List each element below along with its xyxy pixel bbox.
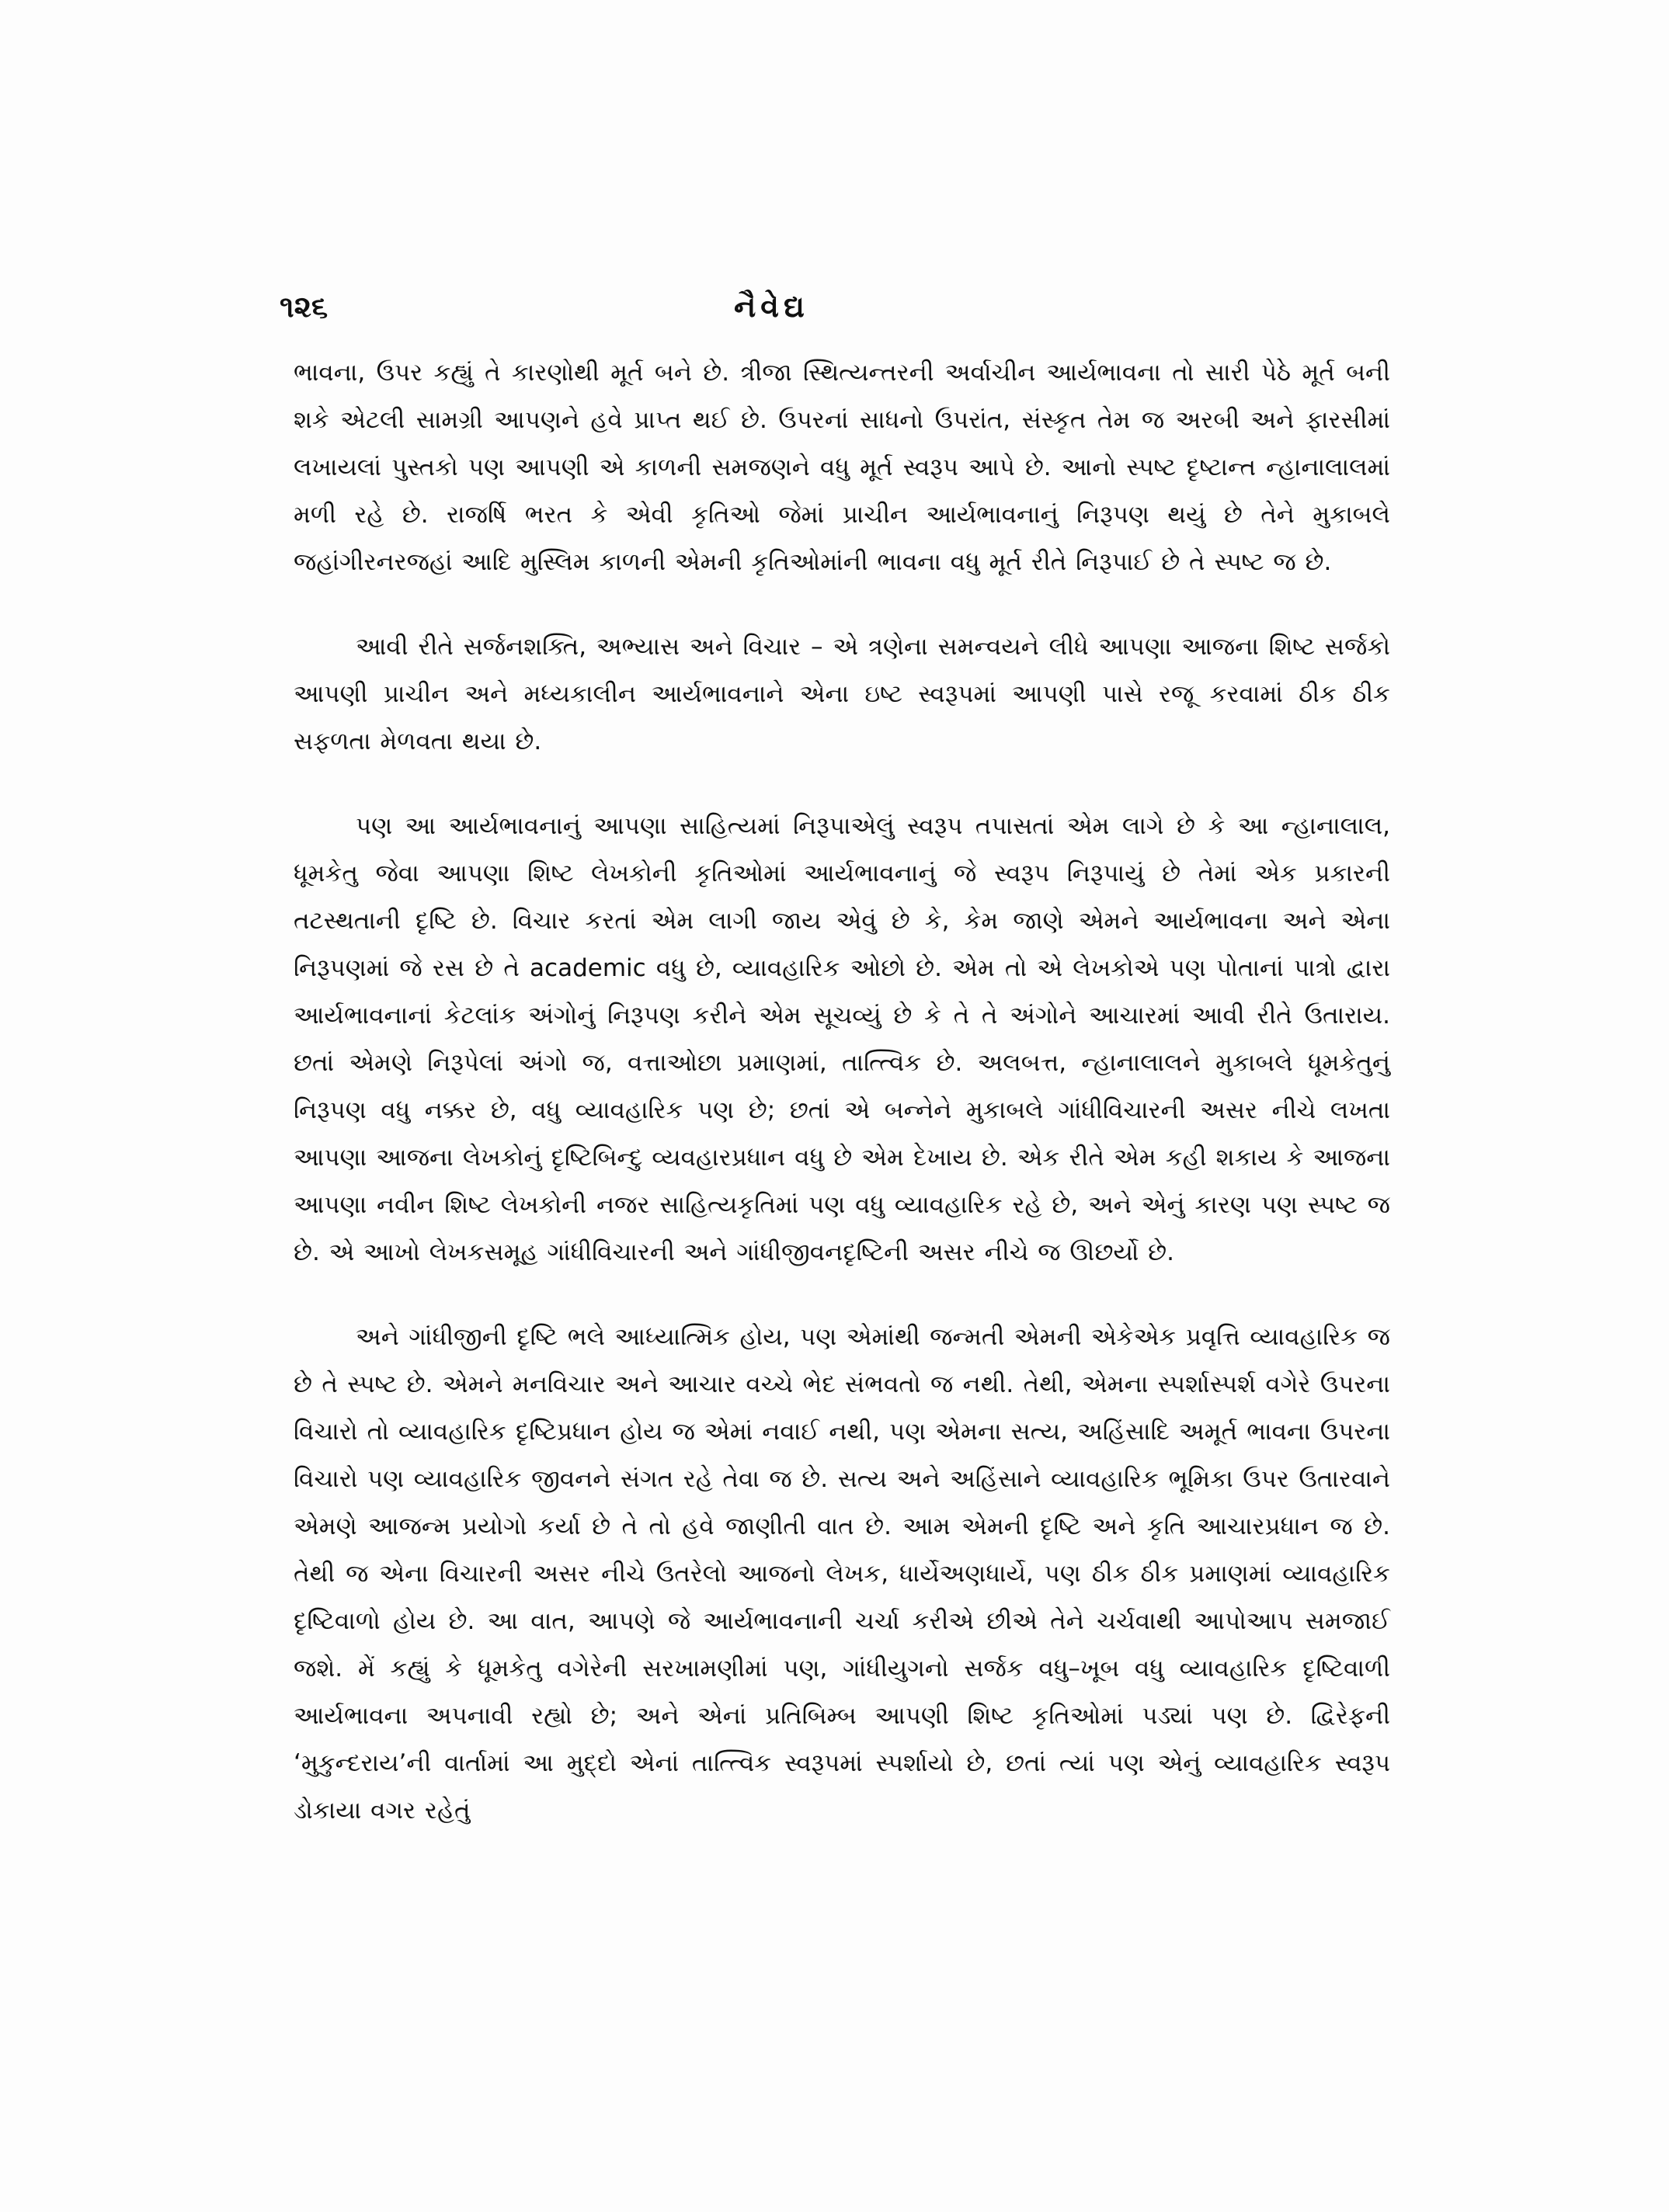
running-head [280, 283, 1382, 330]
paragraph-2: આવી રીતે સર્જનશક્તિ, અભ્યાસ અને વિચાર – એ ત્રણેના સમન્વયને લીધે આપણા આજના શિષ્ટ સર્જકો આપણી પ્રાચીન અને મધ્યકાલીન આર્યભાવનાને એના ઇષ્ટ સ્વરૂપમાં આપણી પાસે રજૂ કરવામાં ઠીક ઠીક સફળતા મેળવતા થયા છે. [294, 633, 1390, 755]
book-title: નૈવેદ્ય [734, 290, 809, 324]
paragraph-4: અને ગાંધીજીની દૃષ્ટિ ભલે આધ્યાત્મિક હોય, પણ એમાંથી જન્મતી એમની એકેએક પ્રવૃત્તિ વ્યાવહારિક જ છે તે સ્પષ્ટ છે. એમને મનવિચાર અને આચાર વચ્ચે ભેદ સંભવતો જ નથી. તેથી, એમના સ્પર્શાસ્પર્શ વગેરે ઉપરના વિચારો તો વ્યાવહારિક દૃષ્ટિપ્રધાન હોય જ એમાં નવાઈ નથી, પણ એમના સત્ય, અહિંસાદિ અમૂર્ત ભાવના ઉપરના વિચારો પણ વ્યાવહારિક જીવનને સંગત રહે તેવા જ છે. સત્ય અને અહિંસાને વ્યાવહારિક ભૂમિકા ઉપર ઉતારવાને એમણે આજન્મ પ્રયોગો કર્યા છે તે તો હવે જાણીતી વાત છે. આમ એમની દૃષ્ટિ અને કૃતિ આચારપ્રધાન જ છે. તેથી જ એના વિચારની અસર નીચે ઉતરેલો આજનો લેખક, ધાર્યેઅણધાર્યે, પણ ઠીક ઠીક પ્રમાણમાં વ્યાવહારિક દૃષ્ટિવાળો હોય છે. આ વાત, આપણે જે આર્યભાવનાની ચર્ચા કરીએ છીએ તેને ચર્ચવાથી આપોઆપ સમજાઈ જશે. મેં કહ્યું કે ધૂમકેતુ વગેરેની સરખામણીમાં પણ, ગાંધીયુગનો સર્જક વધુ–ખૂબ વધુ વ્યાવહારિક દૃષ્ટિવાળી આર્યભાવના અપનાવી રહ્યો છે; અને એનાં પ્રતિબિમ્બ આપણી શિષ્ટ કૃતિઓમાં પડ્યાં પણ છે. દ્વિરેફની ‘મુકુન્દરાય’ની વાર્તામાં આ મુદ્દો એનાં તાત્ત્વિક સ્વરૂપમાં સ્પર્શાયો છે, છતાં ત્યાં પણ એનું વ્યાવહારિક સ્વરૂપ ડોકાયા વગર રહેતું [294, 1323, 1390, 1825]
paragraph-3: પણ આ આર્યભાવનાનું આપણા સાહિત્યમાં નિરૂપાએલું સ્વરૂપ તપાસતાં એમ લાગે છે કે આ ન્હાનાલાલ, ધૂમકેતુ જેવા આપણા શિષ્ટ લેખકોની કૃતિઓમાં આર્યભાવનાનું જે સ્વરૂપ નિરૂપાયું છે તેમાં એક પ્રકારની તટસ્થતાની દૃષ્ટિ છે. વિચાર કરતાં એમ લાગી જાય એવું છે કે, કેમ જાણે એમને આર્યભાવના અને એના નિરૂપણમાં જે રસ છે તે academic વધુ છે, વ્યાવહારિક ઓછો છે. એમ તો એ લેખકોએ પણ પોતાનાં પાત્રો દ્વારા આર્યભાવનાનાં કેટલાંક અંગોનું નિરૂપણ કરીને એમ સૂચવ્યું છે કે તે તે અંગોને આચારમાં આવી રીતે ઉતારાય. છતાં એમણે નિરૂપેલાં અંગો જ, વત્તાઓછા પ્રમાણમાં, તાત્ત્વિક છે. અલબત્ત, ન્હાનાલાલને મુકાબલે ધૂમકેતુનું નિરૂપણ વધુ નક્કર છે, વધુ વ્યાવહારિક પણ છે; છતાં એ બન્નેને મુકાબલે ગાંધીવિચારની અસર નીચે લખતા આપણા આજના લેખકોનું દૃષ્ટિબિન્દુ વ્યવહારપ્રધાન વધુ છે એમ દેખાય છે. એક રીતે એમ કહી શકાય કે આજના આપણા નવીન શિષ્ટ લેખકોની નજર સાહિત્યકૃતિમાં પણ વધુ વ્યાવહારિક રહે છે, અને એનું કારણ પણ સ્પષ્ટ જ છે. એ આખો લેખકસમૂહ ગાંધીવિચારની અને ગાંધીજીવનદૃષ્ટિની અસર નીચે જ ઊછર્યો છે. [294, 812, 1390, 1266]
paragraph-1: ભાવના, ઉપર કહ્યું તે કારણોથી મૂર્ત બને છે. ત્રીજા સ્થિત્યન્તરની અર્વાચીન આર્યભાવના તો સારી પેઠે મૂર્ત બની શકે એટલી સામગ્રી આપણને હવે પ્રાપ્ત થઈ છે. ઉપરનાં સાધનો ઉપરાંત, સંસ્કૃત તેમ જ અરબી અને ફારસીમાં લખાયલાં પુસ્તકો પણ આપણી એ કાળની સમજણને વધુ મૂર્ત સ્વરૂપ આપે છે. આનો સ્પષ્ટ દૃષ્ટાન્ત ન્હાનાલાલમાં મળી રહે છે. રાજર્ષિ ભરત કે એવી કૃતિઓ જેમાં પ્રાચીન આર્યભાવનાનું નિરૂપણ થયું છે તેને મુકાબલે જહાંગીરનરજહાં આદિ મુસ્લિમ કાળની એમની કૃતિઓમાંની ભાવના વધુ મૂર્ત રીતે નિરૂપાઈ છે તે સ્પષ્ટ જ છે. [294, 359, 1390, 576]
page-number: ૧૨૬ [280, 290, 329, 324]
body-text [294, 349, 1390, 1872]
